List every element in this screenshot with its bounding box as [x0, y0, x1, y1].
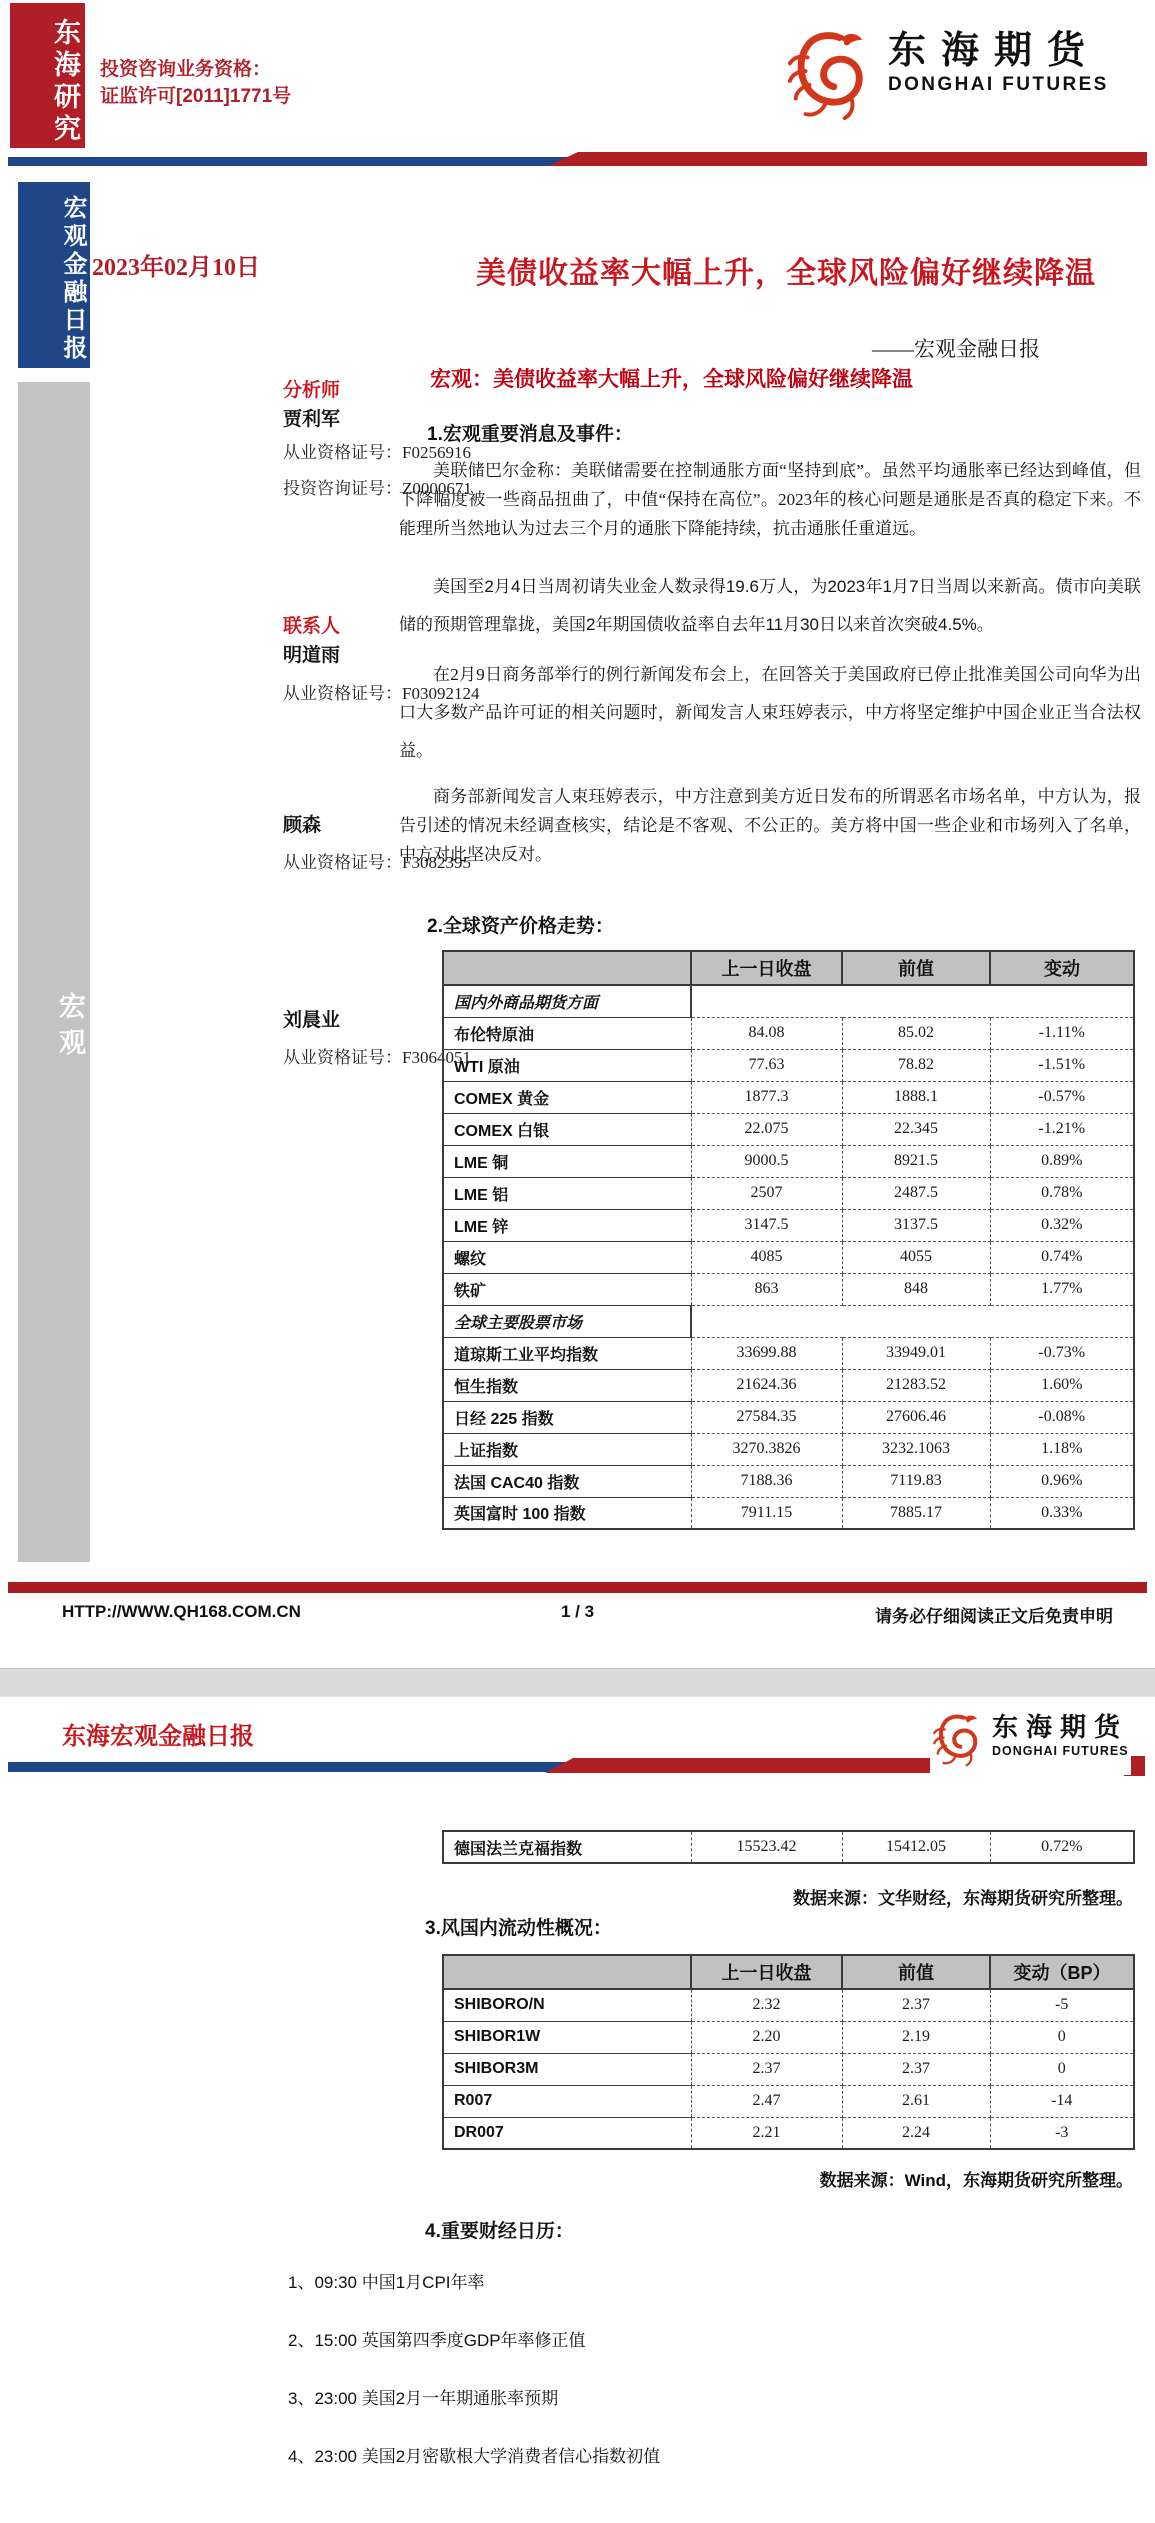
table-cell: 33949.01: [842, 1337, 990, 1369]
contact-cert: 从业资格证号：F3082395: [283, 853, 471, 872]
table-cell: 7911.15: [691, 1497, 842, 1529]
table-cell: 84.08: [691, 1017, 842, 1049]
header-divider-red: [548, 152, 1147, 166]
table-cell: 22.345: [842, 1113, 990, 1145]
table-cell: -14: [990, 2085, 1134, 2117]
table-cell: -5: [990, 1989, 1134, 2021]
header-divider-blue: [8, 157, 570, 166]
sidebar-category-banner: [18, 382, 90, 1562]
table-row: [443, 1209, 1134, 1241]
brand-vertical-banner: [10, 3, 85, 148]
qualification-block: [100, 56, 291, 110]
contact-name: 刘晨业: [283, 1010, 341, 1031]
table-cell: 27606.46: [842, 1401, 990, 1433]
table-header-cell: 上一日收盘: [691, 1955, 842, 1989]
table-cell: 2.47: [691, 2085, 842, 2117]
table-row: [443, 1145, 1134, 1177]
table-cell: 英国富时 100 指数: [443, 1497, 691, 1529]
table-cell: 布伦特原油: [443, 1017, 691, 1049]
calendar-item: 2、15:00 英国第四季度GDP年率修正值: [288, 2331, 586, 2350]
table-cell: 15523.42: [691, 1831, 842, 1863]
table-row: [443, 1241, 1134, 1273]
table-cell: 22.075: [691, 1113, 842, 1145]
table-cell: 法国 CAC40 指数: [443, 1465, 691, 1497]
table-cell: 77.63: [691, 1049, 842, 1081]
table-cell: -0.08%: [990, 1401, 1134, 1433]
table-cell: 德国法兰克福指数: [443, 1831, 691, 1863]
table-cell: [842, 985, 990, 1017]
table-cell: 7188.36: [691, 1465, 842, 1497]
table-cell: 全球主要股票市场: [443, 1305, 691, 1337]
assets-heading: 2.全球资产价格走势：: [427, 916, 614, 937]
analyst-cert: 投资咨询证号：Z0000671: [283, 479, 472, 498]
contact-cert: 从业资格证号：F03092124: [283, 684, 480, 703]
table-cell: 2507: [691, 1177, 842, 1209]
table-cell: 3270.3826: [691, 1433, 842, 1465]
table-cell: 0.74%: [990, 1241, 1134, 1273]
table-cell: 1.18%: [990, 1433, 1134, 1465]
table-cell: 0: [990, 2021, 1134, 2053]
calendar-item: 1、09:30 中国1月CPI年率: [288, 2273, 485, 2292]
table-cell: [842, 1305, 990, 1337]
logo-text-en: DONGHAI FUTURES: [992, 1744, 1129, 1758]
table-cell: -1.11%: [990, 1017, 1134, 1049]
analyst-label: 分析师: [283, 380, 341, 401]
table-header-cell: 变动: [990, 951, 1134, 985]
table-cell: SHIBOR1W: [443, 2021, 691, 2053]
company-logo: [786, 28, 1109, 131]
table-row: [443, 2021, 1134, 2053]
table-cell: 0.89%: [990, 1145, 1134, 1177]
table-row: [443, 1081, 1134, 1113]
table-row: [443, 1989, 1134, 2021]
news-paragraph: 美联储巴尔金称：美联储需要在控制通胀方面“坚持到底”。虽然平均通胀率已经达到峰值，但下降幅度被一些商品扭曲了，中值“保持在高位”。2023年的核心问题是通胀是否真的稳定下来。不能理所当然地认为过去三个月的通胀下降能持续，抗击通胀任重道远。: [399, 461, 1141, 538]
sidebar-report-type-banner: [18, 182, 90, 368]
footer-page-number: 1 / 3: [560, 1602, 595, 1621]
contact-name: 明道雨: [283, 645, 341, 666]
logo-text-cn: 东海期货: [992, 1713, 1129, 1742]
table-cell: 21624.36: [691, 1369, 842, 1401]
table-row: [443, 1049, 1134, 1081]
table-cell: -0.57%: [990, 1081, 1134, 1113]
table-cell: 863: [691, 1273, 842, 1305]
table-cell: -1.21%: [990, 1113, 1134, 1145]
data-source-note: 数据来源：文华财经，东海期货研究所整理。: [793, 1889, 1133, 1908]
news-paragraph: 美国至2月4日当周初请失业金人数录得19.6万人，为2023年1月7日当周以来新高。债市向美联储的预期管理靠拢，美国2年期国债收益率自去年11月30日以来首次突破4.5%。: [399, 577, 1141, 634]
table-cell: LME 锌: [443, 1209, 691, 1241]
table-row: [443, 2053, 1134, 2085]
table-cell: WTI 原油: [443, 1049, 691, 1081]
table-header-cell: 前值: [842, 1955, 990, 1989]
table-cell: 7119.83: [842, 1465, 990, 1497]
table-cell: 0.96%: [990, 1465, 1134, 1497]
table-row: [443, 2117, 1134, 2149]
logo-text-en: DONGHAI FUTURES: [888, 74, 1109, 95]
table-cell: 4085: [691, 1241, 842, 1273]
table-header-cell: 变动（BP）: [990, 1955, 1134, 1989]
dragon-logo-icon: [932, 1712, 984, 1775]
qualification-line2: 证监许可[2011]1771号: [100, 86, 292, 107]
table-row: [443, 1113, 1134, 1145]
contact-label: 联系人: [283, 616, 341, 637]
table-cell: 螺纹: [443, 1241, 691, 1273]
table-cell: 国内外商品期货方面: [443, 985, 691, 1017]
table-cell: [691, 985, 842, 1017]
table-cell: 33699.88: [691, 1337, 842, 1369]
table-cell: 2.37: [842, 1989, 990, 2021]
analyst-name: 贾利军: [283, 409, 341, 430]
table-row: [443, 1497, 1134, 1529]
calendar-item: 4、23:00 美国2月密歇根大学消费者信心指数初值: [288, 2447, 661, 2466]
company-logo-small: [930, 1712, 1131, 1775]
table-cell: 2.20: [691, 2021, 842, 2053]
table-header-cell: [443, 951, 691, 985]
contact-name: 顾森: [283, 815, 322, 836]
table-row: [443, 1401, 1134, 1433]
table-cell: [990, 985, 1134, 1017]
table-cell: 3147.5: [691, 1209, 842, 1241]
news-paragraph: 商务部新闻发言人束珏婷表示，中方注意到美方近日发布的所谓恶名市场名单，中方认为，报告引述的情况未经调查核实，结论是不客观、不公正的。美方将中国一些企业和市场列入了名单，中方对此坚决反对。: [399, 787, 1141, 864]
brand-vertical-text: 东海研究: [50, 17, 80, 146]
sidebar-category-text: 宏观: [55, 992, 85, 1064]
contact-cert: 从业资格证号：F3064051: [283, 1048, 471, 1067]
report-title: 美债收益率大幅上升，全球风险偏好继续降温: [476, 257, 1096, 290]
table-row: [443, 1273, 1134, 1305]
table-cell: [990, 1305, 1134, 1337]
qualification-line1: 投资咨询业务资格：: [100, 59, 272, 80]
table-cell: -3: [990, 2117, 1134, 2149]
table-header-cell: [443, 1955, 691, 1989]
calendar-item: 3、23:00 美国2月一年期通胀率预期: [288, 2389, 559, 2408]
table-cell: SHIBORO/N: [443, 1989, 691, 2021]
table-cell: 2.21: [691, 2117, 842, 2149]
table-row: [443, 1305, 1134, 1337]
table-cell: 恒生指数: [443, 1369, 691, 1401]
table-row: [443, 1433, 1134, 1465]
table-row: [443, 1017, 1134, 1049]
table-row: [443, 1369, 1134, 1401]
table-cell: LME 铝: [443, 1177, 691, 1209]
table-cell: 7885.17: [842, 1497, 990, 1529]
table-cell: 2.19: [842, 2021, 990, 2053]
news-paragraph: 在2月9日商务部举行的例行新闻发布会上，在回答关于美国政府已停止批准美国公司向华为出口大多数产品许可证的相关问题时，新闻发言人束珏婷表示，中方将坚定维护中国企业正当合法权益。: [399, 665, 1141, 760]
table-cell: COMEX 白银: [443, 1113, 691, 1145]
table-cell: 848: [842, 1273, 990, 1305]
table-cell: 1.60%: [990, 1369, 1134, 1401]
liquidity-table: [442, 1954, 1135, 2150]
footer-url[interactable]: HTTP://WWW.QH168.COM.CN: [62, 1602, 301, 1621]
page-break: [0, 1668, 1155, 1697]
table-cell: [691, 1305, 842, 1337]
table-cell: SHIBOR3M: [443, 2053, 691, 2085]
report-subtitle: ——宏观金融日报: [872, 337, 1040, 361]
table-cell: 2487.5: [842, 1177, 990, 1209]
calendar-heading: 4.重要财经日历：: [425, 2221, 574, 2242]
table-row: [443, 1177, 1134, 1209]
page2-divider-blue: [8, 1762, 568, 1772]
table-cell: 0: [990, 2053, 1134, 2085]
report-date: 2023年02月10日: [92, 255, 260, 281]
footer-disclaimer: 请务必仔细阅读正文后免责申明: [875, 1607, 1113, 1626]
table-cell: COMEX 黄金: [443, 1081, 691, 1113]
table-cell: 8921.5: [842, 1145, 990, 1177]
table-cell: 0.33%: [990, 1497, 1134, 1529]
section-heading-macro: 宏观：美债收益率大幅上升，全球风险偏好继续降温: [430, 368, 913, 391]
table-cell: 85.02: [842, 1017, 990, 1049]
logo-text-cn: 东海期货: [888, 30, 1101, 72]
table-cell: DR007: [443, 2117, 691, 2149]
table-cell: 4055: [842, 1241, 990, 1273]
table-row: [443, 1831, 1134, 1863]
table-cell: 78.82: [842, 1049, 990, 1081]
table-cell: 0.32%: [990, 1209, 1134, 1241]
table-cell: 2.61: [842, 2085, 990, 2117]
table-cell: 1.77%: [990, 1273, 1134, 1305]
table-row: [443, 985, 1134, 1017]
table-cell: -1.51%: [990, 1049, 1134, 1081]
table-cell: -0.73%: [990, 1337, 1134, 1369]
table-cell: 2.37: [691, 2053, 842, 2085]
page2-header-title: 东海宏观金融日报: [62, 1724, 254, 1750]
news-heading: 1.宏观重要消息及事件：: [427, 424, 633, 445]
liquidity-heading: 3.风国内流动性概况：: [425, 1918, 612, 1939]
table-header-cell: 上一日收盘: [691, 951, 842, 985]
table-cell: 2.32: [691, 1989, 842, 2021]
table-cell: 3137.5: [842, 1209, 990, 1241]
dragon-logo-icon: [786, 28, 874, 131]
table-header-row: [443, 1955, 1134, 1989]
table-cell: 铁矿: [443, 1273, 691, 1305]
sidebar-report-type-text: 宏观金融日报: [59, 195, 85, 363]
table-cell: 道琼斯工业平均指数: [443, 1337, 691, 1369]
table-cell: 3232.1063: [842, 1433, 990, 1465]
table-cell: 15412.05: [842, 1831, 990, 1863]
table-cell: R007: [443, 2085, 691, 2117]
asset-price-table: [442, 950, 1135, 1530]
table-cell: LME 铜: [443, 1145, 691, 1177]
table-cell: 0.72%: [990, 1831, 1134, 1863]
table-cell: 27584.35: [691, 1401, 842, 1433]
calendar-list: [288, 2268, 1088, 2500]
analyst-cert: 从业资格证号：F0256916: [283, 443, 471, 462]
table-row: [443, 2085, 1134, 2117]
table-cell: 0.78%: [990, 1177, 1134, 1209]
footer-divider: [8, 1582, 1147, 1593]
table-cell: 2.24: [842, 2117, 990, 2149]
table-cell: 1877.3: [691, 1081, 842, 1113]
table-cell: 9000.5: [691, 1145, 842, 1177]
table-header-row: [443, 951, 1134, 985]
table-cell: 日经 225 指数: [443, 1401, 691, 1433]
table-cell: 2.37: [842, 2053, 990, 2085]
table-cell: 上证指数: [443, 1433, 691, 1465]
table-cell: 21283.52: [842, 1369, 990, 1401]
table-row: [443, 1337, 1134, 1369]
table-cell: 1888.1: [842, 1081, 990, 1113]
table-header-cell: 前值: [842, 951, 990, 985]
asset-price-table-continued: [442, 1830, 1135, 1864]
data-source-note: 数据来源：Wind，东海期货研究所整理。: [819, 2171, 1133, 2190]
table-row: [443, 1465, 1134, 1497]
